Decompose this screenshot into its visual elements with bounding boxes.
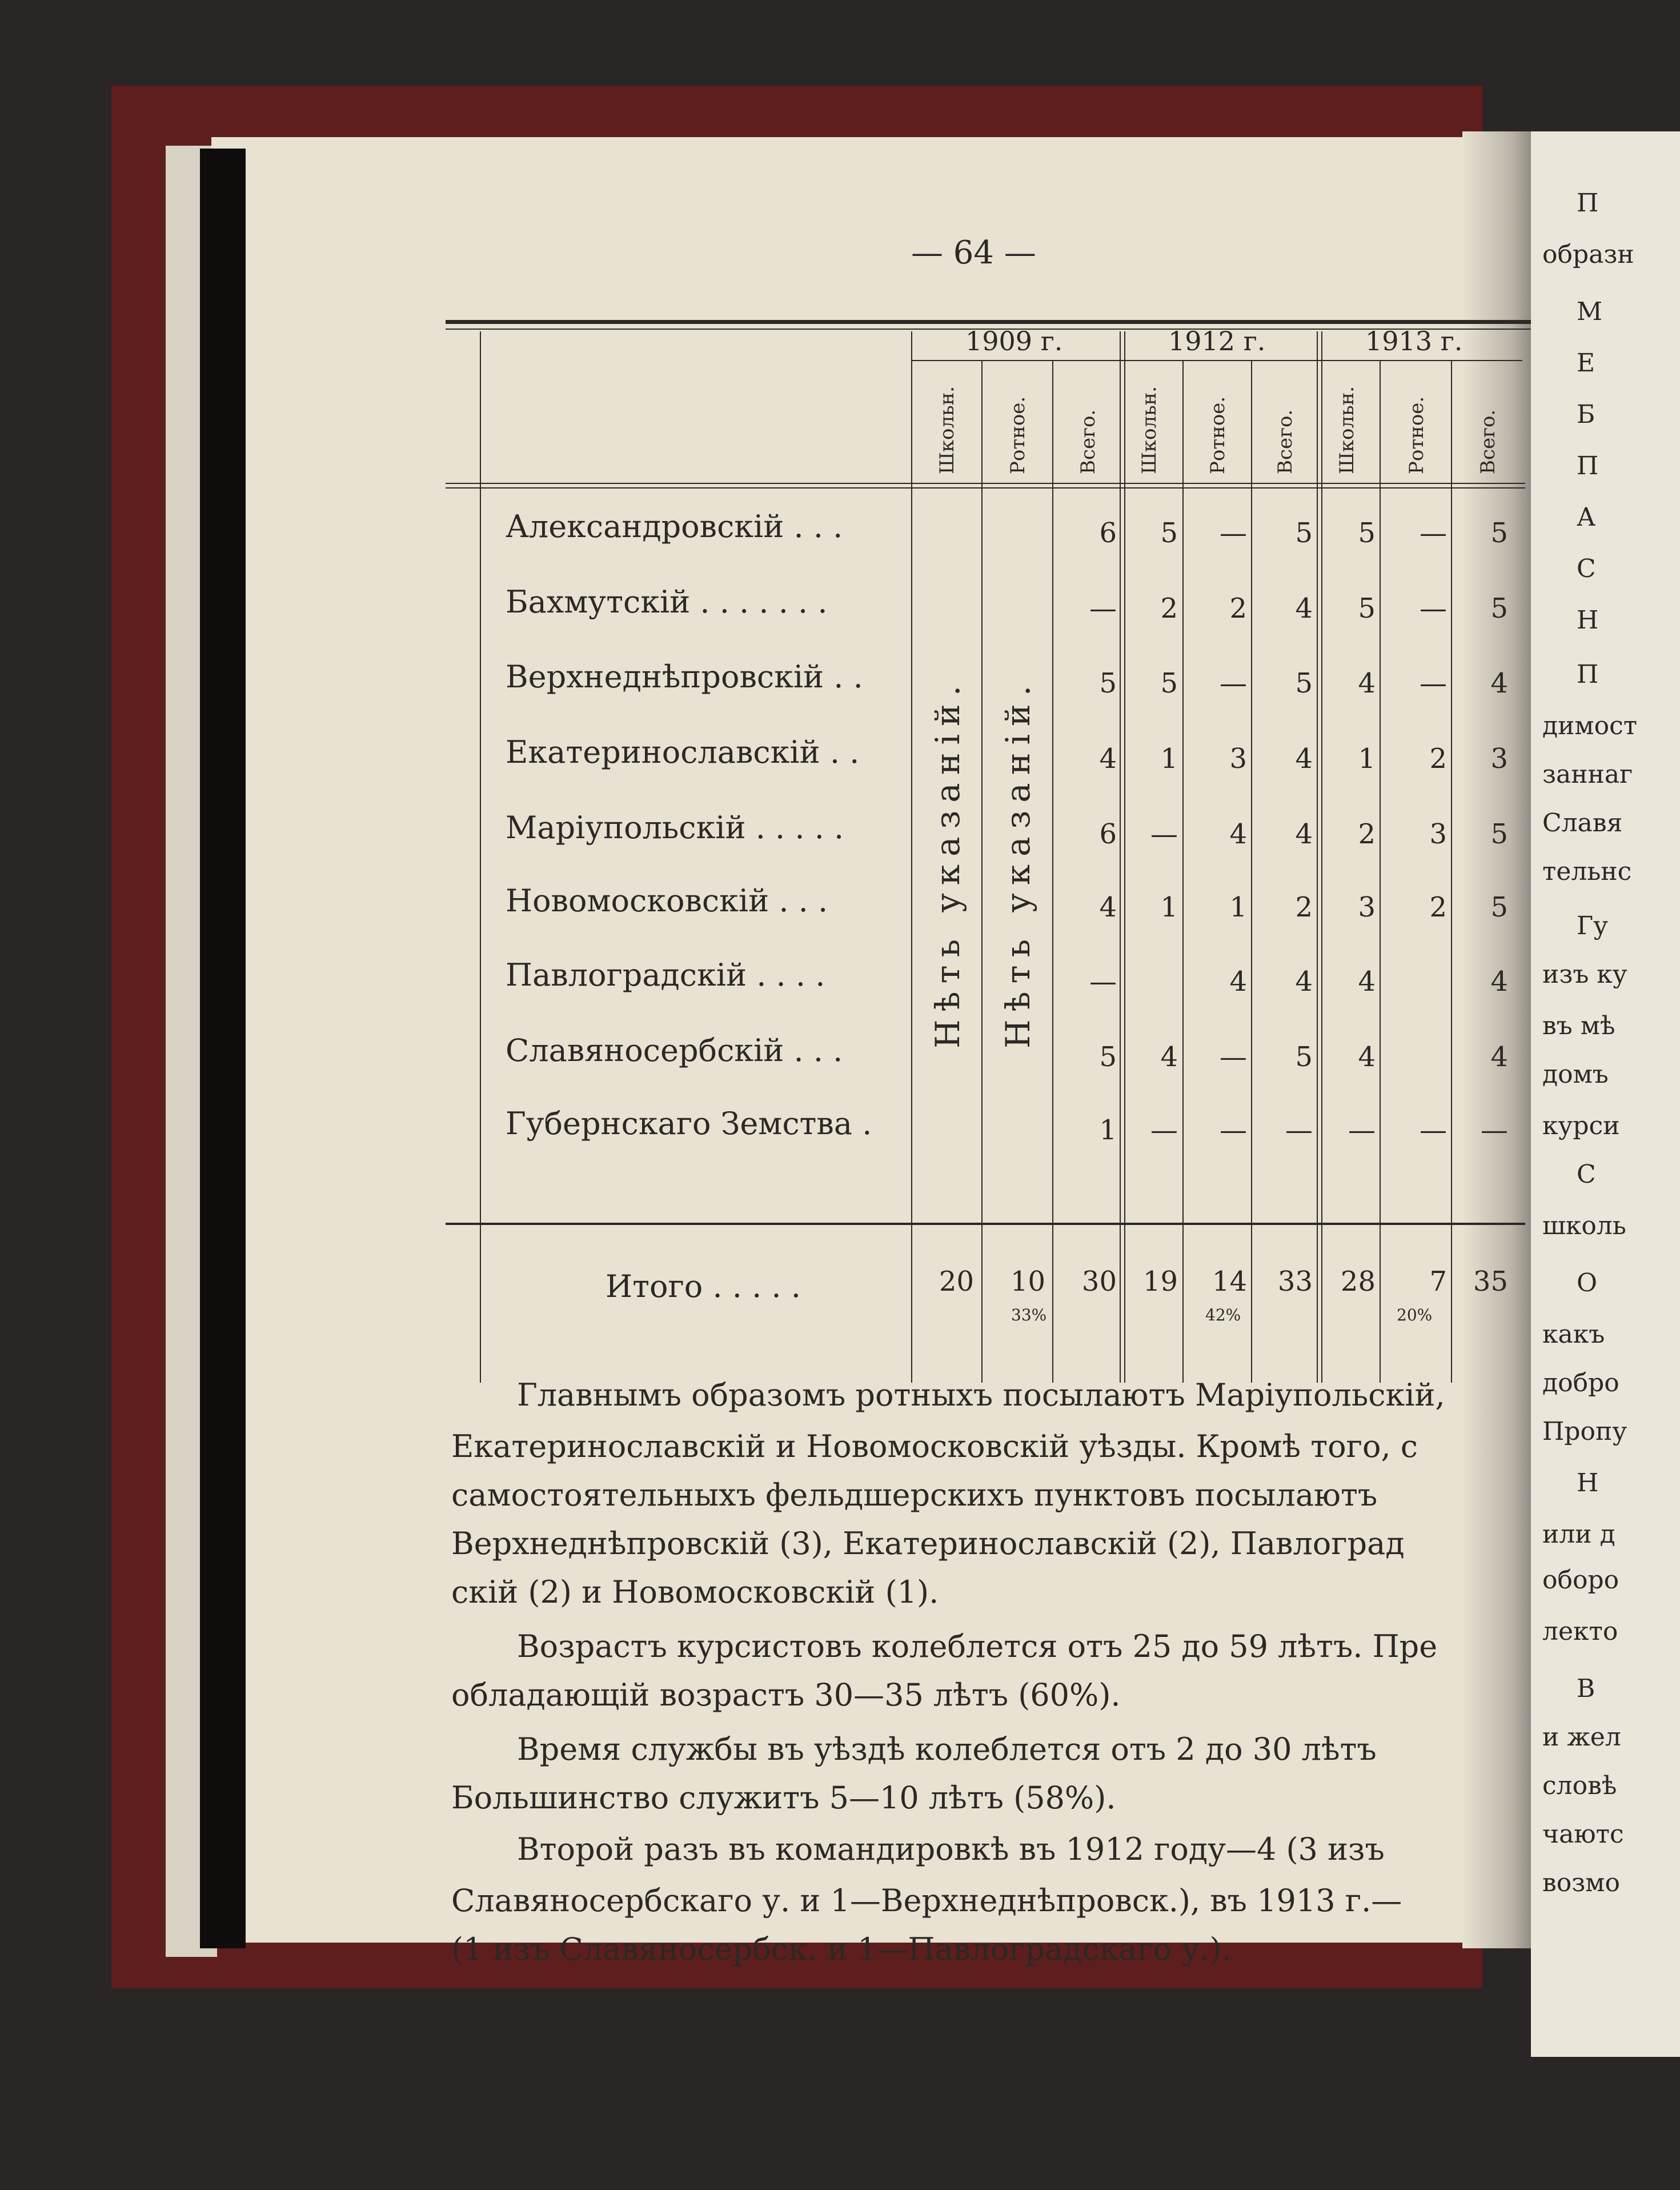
table-cell: 2	[1358, 818, 1376, 850]
year-heading-1909: 1909 г.	[965, 326, 1063, 357]
table-cell: 1	[1160, 891, 1178, 923]
table-cell: 6	[1099, 517, 1117, 549]
text-line: Возрастъ курсистовъ колеблется отъ 25 до 59 лѣтъ. Пре	[517, 1628, 1438, 1664]
text-line: Время службы въ уѣздѣ колеблется отъ 2 до 30 лѣтъ	[517, 1731, 1377, 1767]
table-cell: 4	[1295, 592, 1313, 624]
table-cell: 4	[1490, 1041, 1508, 1073]
next-page-line: словѣ	[1542, 1771, 1617, 1800]
subhead-company: Ротное.	[1007, 396, 1029, 474]
district-name: Новомосковскій . . .	[506, 883, 828, 919]
next-page-line: Е	[1577, 349, 1595, 378]
next-page-line: изъ ку	[1542, 960, 1627, 989]
table-cell: 2	[1429, 891, 1447, 923]
table-col-line	[1120, 331, 1121, 1383]
table-cell: —	[1220, 1041, 1247, 1073]
table-cell: —	[1420, 517, 1447, 549]
total-cell: 33	[1277, 1266, 1313, 1298]
total-cell: 30	[1081, 1266, 1117, 1298]
table-cell: —	[1150, 818, 1178, 850]
table-cell: 1	[1160, 743, 1178, 775]
page-stack-shadow	[200, 149, 246, 1948]
table-cell: 5	[1358, 517, 1376, 549]
year-heading-1913: 1913 г.	[1365, 326, 1463, 357]
table-cell: 3	[1429, 818, 1447, 850]
table-cell: —	[1220, 517, 1247, 549]
table-cell: —	[1420, 1114, 1447, 1146]
percent-note: 33%	[1011, 1306, 1047, 1324]
subhead-total: Всего.	[1077, 409, 1100, 474]
next-page-line: А	[1577, 503, 1596, 532]
page	[211, 137, 1525, 1943]
table-cell: 3	[1358, 891, 1376, 923]
table-col-line	[981, 360, 983, 1383]
table-cell: 4	[1295, 818, 1313, 850]
percent-note: 20%	[1397, 1306, 1433, 1324]
table-cell: —	[1481, 1114, 1508, 1146]
text-line: обладающій возрастъ 30—35 лѣтъ (60%).	[451, 1677, 1121, 1713]
table-col-line	[1380, 360, 1381, 1383]
table-cell: 5	[1160, 517, 1178, 549]
total-cell: 28	[1340, 1266, 1376, 1298]
table-cell: 5	[1490, 517, 1508, 549]
next-page-line: тельнс	[1542, 857, 1632, 886]
text-line: Екатеринославскій и Новомосковскій уѣзды. Кромѣ того, с	[451, 1428, 1418, 1464]
total-cell: 10	[1010, 1266, 1045, 1298]
subhead-school: Школьн.	[1336, 386, 1358, 474]
next-page-line: лекто	[1542, 1617, 1618, 1646]
district-name: Екатеринославскій . .	[506, 734, 860, 770]
next-page-line: добро	[1542, 1368, 1619, 1398]
table-cell: —	[1089, 966, 1117, 998]
next-page-line: П	[1577, 189, 1599, 218]
next-page-line: Гу	[1577, 911, 1609, 940]
table-cell: —	[1420, 667, 1447, 699]
next-page-line: въ мѣ	[1542, 1011, 1615, 1040]
table-cell: 4	[1160, 1041, 1178, 1073]
table-cell: 5	[1295, 1041, 1313, 1073]
table-cell: 5	[1099, 1041, 1117, 1073]
table-col-line	[1124, 331, 1125, 1383]
no-data-note-company: Нѣть указаній.	[999, 677, 1037, 1048]
table-col-line	[1321, 331, 1322, 1383]
next-page-line: Н	[1577, 1468, 1599, 1498]
next-page-line: заннаг	[1542, 760, 1633, 789]
table-cell: 4	[1490, 667, 1508, 699]
next-page-line: школь	[1542, 1211, 1626, 1240]
table-cell: 2	[1160, 592, 1178, 624]
next-page-line: курси	[1542, 1111, 1620, 1140]
table-cell: —	[1220, 667, 1247, 699]
next-page-line: возмо	[1542, 1868, 1620, 1897]
table-cell: 5	[1490, 891, 1508, 923]
district-name: Верхнеднѣпровскій . .	[506, 659, 863, 695]
table-header-rule	[446, 487, 1525, 489]
total-cell: 7	[1429, 1266, 1447, 1298]
text-line: Большинство служитъ 5—10 лѣтъ (58%).	[451, 1780, 1116, 1816]
district-name: Павлоградскій . . . .	[506, 957, 825, 993]
next-page-line: образн	[1542, 240, 1634, 269]
table-cell: 4	[1099, 891, 1117, 923]
table-cell: 4	[1229, 818, 1247, 850]
next-page-line: Н	[1577, 606, 1599, 635]
total-label: Итого . . . . .	[606, 1268, 801, 1304]
next-page-line: С	[1577, 1160, 1596, 1189]
table-cell: 4	[1295, 743, 1313, 775]
next-page-line: какъ	[1542, 1320, 1605, 1349]
next-page-line: М	[1577, 297, 1603, 326]
table-col-line	[1052, 360, 1053, 1383]
subhead-total: Всего.	[1477, 409, 1499, 474]
subhead-total: Всего.	[1274, 409, 1297, 474]
table-cell: 5	[1490, 818, 1508, 850]
next-page-line: чаютс	[1542, 1820, 1624, 1849]
table-year-rule	[911, 360, 1522, 361]
next-page-line: домъ	[1542, 1060, 1609, 1089]
text-line: скій (2) и Новомосковскій (1).	[451, 1574, 939, 1610]
subhead-company: Ротное.	[1405, 396, 1428, 474]
next-page-line: П	[1577, 660, 1599, 689]
table-cell: —	[1348, 1114, 1376, 1146]
table-cell: 3	[1229, 743, 1247, 775]
total-cell: 20	[939, 1266, 974, 1298]
next-page-line: Б	[1577, 400, 1595, 429]
next-page-line: С	[1577, 554, 1596, 583]
table-top-rule	[446, 320, 1531, 324]
table-total-rule	[446, 1223, 1525, 1225]
next-page-line: П	[1577, 451, 1599, 481]
table-cell: 5	[1490, 592, 1508, 624]
table-col-line	[1251, 360, 1252, 1383]
subhead-school: Школьн.	[1138, 386, 1161, 474]
table-cell: 2	[1295, 891, 1313, 923]
table-cell: 4	[1295, 966, 1313, 998]
text-line: Верхнеднѣпровскій (3), Екатеринославскій (2), Павлоград	[451, 1526, 1405, 1562]
next-page-line: или д	[1542, 1520, 1615, 1549]
table-cell: 4	[1358, 966, 1376, 998]
table-cell: 4	[1490, 966, 1508, 998]
total-cell: 35	[1473, 1266, 1508, 1298]
next-page-line: и жел	[1542, 1723, 1621, 1752]
next-page-line: В	[1577, 1674, 1595, 1703]
district-name: Александровскій . . .	[506, 509, 843, 545]
text-line: Славяносербскаго у. и 1—Верхнеднѣпровск.), въ 1913 г.—	[451, 1883, 1402, 1919]
text-line: (1 изъ Славяносербск. и 1—Павлоградскаго у.).	[451, 1931, 1232, 1967]
next-page-line: оборо	[1542, 1566, 1619, 1595]
table-cell: 1	[1358, 743, 1376, 775]
table-cell: 6	[1099, 818, 1117, 850]
table-cell: —	[1150, 1114, 1178, 1146]
table-cell: 5	[1099, 667, 1117, 699]
table-cell: 4	[1099, 743, 1117, 775]
subhead-school: Школьн.	[936, 386, 959, 474]
table-cell: 5	[1295, 667, 1313, 699]
table-col-line	[911, 331, 912, 1383]
table-cell: 3	[1490, 743, 1508, 775]
table-cell: 1	[1099, 1114, 1117, 1146]
table-cell: 2	[1429, 743, 1447, 775]
table-col-line	[1317, 331, 1318, 1383]
no-data-note-school: Нѣть указаній.	[928, 677, 967, 1048]
total-cell: 14	[1212, 1266, 1247, 1298]
table-cell: 5	[1160, 667, 1178, 699]
district-name: Губернскаго Земства .	[506, 1106, 872, 1142]
table-cell: —	[1285, 1114, 1313, 1146]
next-page-line: Славя	[1542, 808, 1623, 838]
year-heading-1912: 1912 г.	[1168, 326, 1266, 357]
table-header-rule	[446, 483, 1525, 484]
table-cell: 4	[1358, 1041, 1376, 1073]
table-col-line	[1182, 360, 1184, 1383]
district-name: Бахмутскій . . . . . . .	[506, 584, 828, 620]
table-col-line	[1451, 360, 1452, 1383]
text-line: Главнымъ образомъ ротныхъ посылаютъ Маріупольскій,	[517, 1377, 1445, 1413]
text-line: самостоятельныхъ фельдшерскихъ пунктовъ посылаютъ	[451, 1477, 1378, 1513]
table-cell: —	[1220, 1114, 1247, 1146]
table-cell: 4	[1229, 966, 1247, 998]
next-page-line: димост	[1542, 711, 1638, 740]
table-cell: —	[1420, 592, 1447, 624]
table-cell: 1	[1229, 891, 1247, 923]
next-page-line: Пропу	[1542, 1417, 1627, 1446]
table-cell: —	[1089, 592, 1117, 624]
table-left-line	[480, 331, 481, 1383]
next-page-line: О	[1577, 1268, 1598, 1298]
page-number: — 64 —	[911, 234, 1036, 271]
percent-note: 42%	[1205, 1306, 1241, 1324]
text-line: Второй разъ въ командировкѣ въ 1912 году—4 (3 изъ	[517, 1831, 1385, 1867]
table-cell: 5	[1358, 592, 1376, 624]
subhead-company: Ротное.	[1206, 396, 1229, 474]
book-gutter	[1462, 131, 1542, 1948]
table-cell: 5	[1295, 517, 1313, 549]
table-cell: 2	[1229, 592, 1247, 624]
total-cell: 19	[1142, 1266, 1178, 1298]
district-name: Маріупольскій . . . . .	[506, 810, 844, 846]
district-name: Славяносербскій . . .	[506, 1032, 843, 1068]
table-cell: 4	[1358, 667, 1376, 699]
next-page	[1531, 131, 1680, 2057]
